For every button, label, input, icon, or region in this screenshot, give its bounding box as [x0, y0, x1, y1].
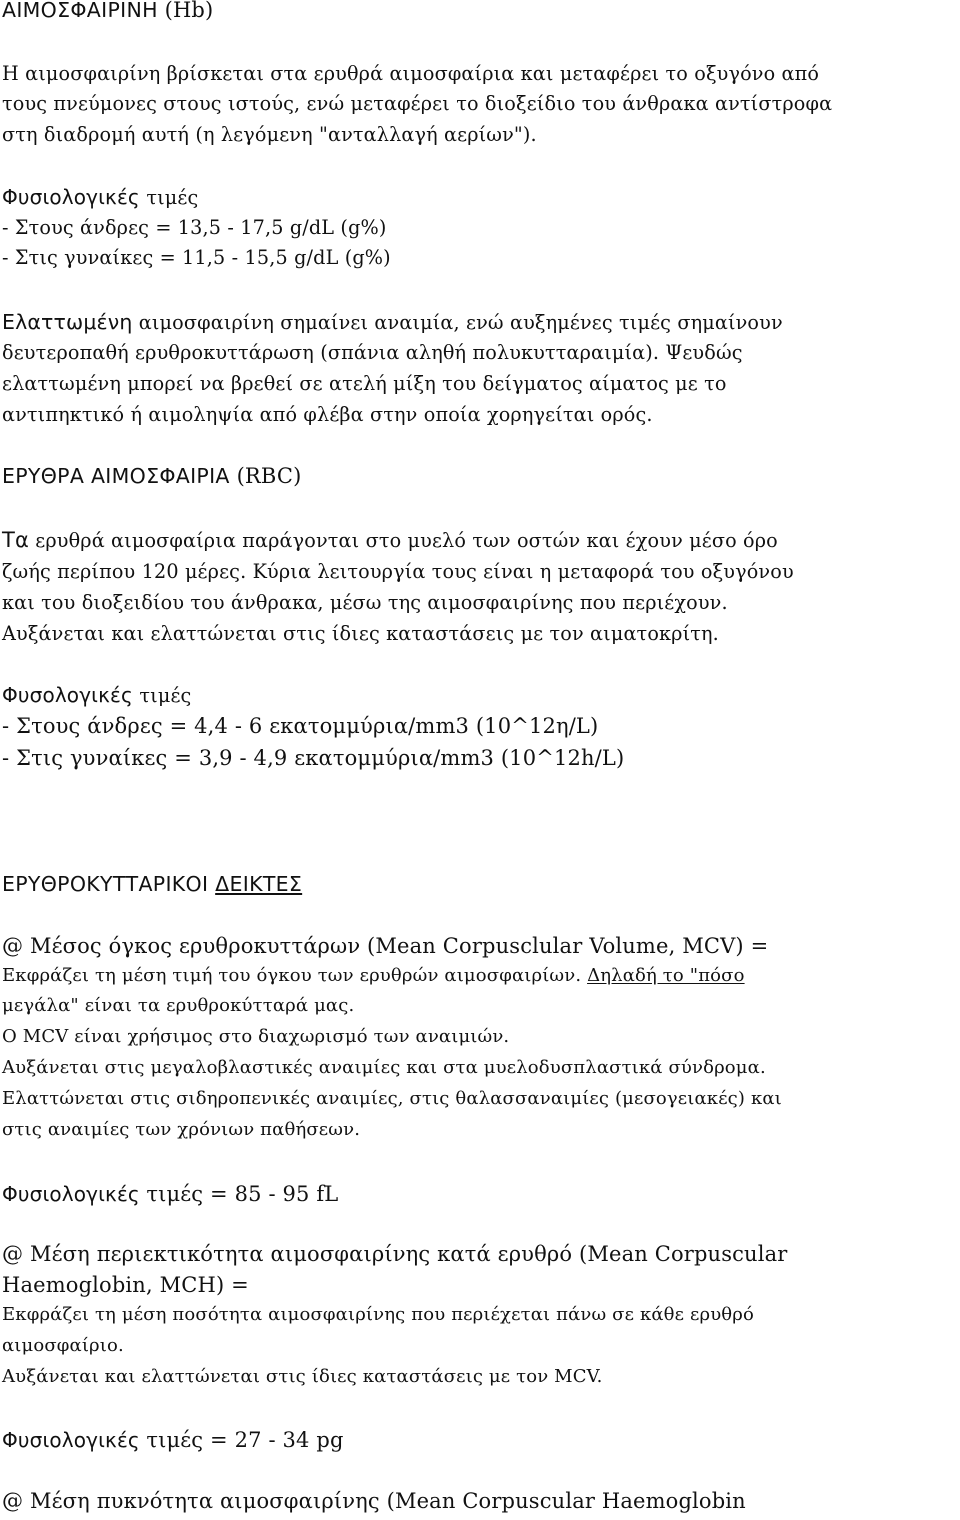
hb-normal-men: - Στους άνδρες = 13,5 - 17,5 g/dL (g%) [2, 216, 387, 239]
hb-title: ΑΙΜΟΣΦΑΙΡΙΝΗ (Hb) [2, 0, 214, 22]
mch-desc-line-1: Εκφράζει τη μέση ποσότητα αιμοσφαιρίνης που περιέχεται πάνω σε κάθε ερυθρό [2, 1304, 754, 1325]
hb-intro-line-1: Η αιμοσφαιρίνη βρίσκεται στα ερυθρά αιμοσφαίρια και μεταφέρει το οξυγόνο από [2, 62, 820, 85]
mcv-desc-line-2: μεγάλα" είναι τα ερυθροκύτταρά μας. [2, 995, 355, 1016]
mcv-desc-line-4: Αυξάνεται στις μεγαλοβλαστικές αναιμίες και στα μυελοδυσπλαστικά σύνδρομα. [2, 1057, 766, 1078]
mcv-desc-line-5: Ελαττώνεται στις σιδηροπενικές αναιμίες, στις θαλασσαναιμίες (μεσογειακές) και [2, 1088, 782, 1109]
hb-intro-line-3: στη διαδρομή αυτή (η λεγόμενη "ανταλλαγή αερίων"). [2, 123, 537, 146]
rbc-desc-line-4: Αυξάνεται και ελαττώνεται στις ίδιες καταστάσεις με τον αιματοκρίτη. [2, 622, 719, 645]
indices-title: ΕΡΥΘΡΟΚΥΤΤΑΡΙΚΟΙ ΔΕΙΚΤΕΣ [2, 872, 303, 896]
rbc-normal-men: - Στους άνδρες = 4,4 - 6 εκατομμύρια/mm3 (10^12η/L) [2, 714, 599, 738]
mcv-desc-line-3: Ο MCV είναι χρήσιμος στο διαχωρισμό των αναιμιών. [2, 1026, 510, 1047]
hb-decreased-line-1: Ελαττωμένη αιμοσφαιρίνη σημαίνει αναιμία, ενώ αυξημένες τιμές σημαίνουν [2, 310, 783, 334]
rbc-normal-women: - Στις γυναίκες = 3,9 - 4,9 εκατομμύρια/mm3 (10^12h/L) [2, 746, 625, 770]
mcv-desc-line-1: Εκφράζει τη μέση τιμή του όγκου των ερυθρών αιμοσφαιρίων. Δηλαδή το "πόσο [2, 965, 745, 986]
rbc-normal-label: Φυσολογικές τιμές [2, 683, 192, 707]
hb-decreased-line-2: δευτεροπαθή ερυθροκυττάρωση (σπάνια αληθή πολυκυτταραιμία). Ψευδώς [2, 341, 743, 364]
mcv-normal-values: Φυσιολογικές τιμές = 85 - 95 fL [2, 1182, 339, 1206]
hb-decreased-line-4: αντιπηκτικό ή αιμοληψία από φλέβα στην οποία χορηγείται ορός. [2, 403, 653, 426]
rbc-desc-line-1: Τα ερυθρά αιμοσφαίρια παράγονται στο μυελό των οστών και έχουν μέσο όρο [2, 528, 778, 552]
hb-decreased-line-3: ελαττωμένη μπορεί να βρεθεί σε ατελή μίξη του δείγματος αίματος με το [2, 372, 727, 395]
hb-normal-label: Φυσιολογικές τιμές [2, 185, 199, 209]
mch-heading-line-2: Haemoglobin, MCH) = [2, 1273, 249, 1297]
mch-heading-line-1: @ Μέση περιεκτικότητα αιμοσφαιρίνης κατά ερυθρό (Mean Corpuscular [2, 1242, 788, 1266]
mch-desc-line-2: αιμοσφαίριο. [2, 1335, 124, 1356]
rbc-desc-line-3: και του διοξειδίου του άνθρακα, μέσω της αιμοσφαιρίνης που περιέχουν. [2, 591, 728, 614]
rbc-desc-line-2: ζωής περίπου 120 μέρες. Κύρια λειτουργία τους είναι η μεταφορά του οξυγόνου [2, 560, 794, 583]
mchc-heading: @ Μέση πυκνότητα αιμοσφαιρίνης (Mean Corpuscular Haemoglobin [2, 1489, 746, 1513]
mcv-heading: @ Μέσος όγκος ερυθροκυττάρων (Mean Corpusclular Volume, MCV) = [2, 934, 769, 958]
mch-normal-values: Φυσιολογικές τιμές = 27 - 34 pg [2, 1428, 344, 1452]
mcv-desc-line-6: στις αναιμίες των χρόνιων παθήσεων. [2, 1119, 361, 1140]
hb-intro-line-2: τους πνεύμονες στους ιστούς, ενώ μεταφέρει το διοξείδιο του άνθρακα αντίστροφα [2, 92, 833, 115]
hb-normal-women: - Στις γυναίκες = 11,5 - 15,5 g/dL (g%) [2, 246, 391, 269]
rbc-title: ΕΡΥΘΡΑ ΑΙΜΟΣΦΑΙΡΙΑ (RBC) [2, 464, 302, 488]
mch-desc-line-3: Αυξάνεται και ελαττώνεται στις ίδιες καταστάσεις με τον MCV. [2, 1366, 603, 1387]
